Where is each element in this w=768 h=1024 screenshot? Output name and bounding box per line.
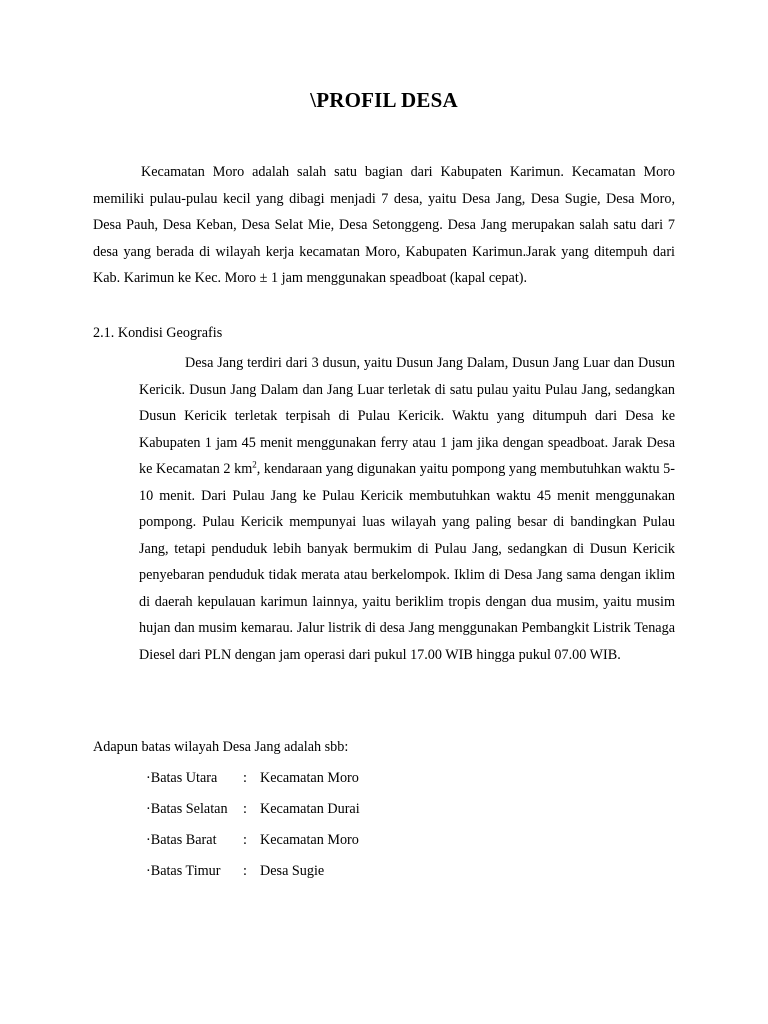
geography-text-part1: Desa Jang terdiri dari 3 dusun, yaitu Dusun Jang Dalam, Dusun Jang Luar dan Dusun Kericik. Dusun Jang Dalam dan Jang Luar terletak di satu pulau yaitu Pulau Jang, sedangkan Dusun Kericik terletak terpisah di Pulau Kericik. Waktu yang ditumpuh dari Desa ke Kabupaten 1 jam 45 menit menggunakan ferry atau 1 jam jika dengan speadboat. Jarak Desa ke Kecamatan 2 km [139, 355, 675, 477]
border-colon: : [243, 832, 247, 848]
superscript: 2 [252, 459, 257, 470]
border-label: ·Batas Barat [146, 832, 217, 848]
border-value: Kecamatan Durai [260, 801, 360, 817]
border-value: Desa Sugie [260, 863, 325, 879]
border-label: ·Batas Timur [146, 863, 221, 879]
section-heading: 2.1. Kondisi Geografis [93, 325, 223, 341]
border-value: Kecamatan Moro [260, 832, 359, 848]
border-colon: : [243, 801, 247, 817]
border-colon: : [243, 770, 247, 786]
intro-paragraph: Kecamatan Moro adalah salah satu bagian dari Kabupaten Karimun. Kecamatan Moro memiliki pulau-pulau kecil yang dibagi menjadi 7 desa, yaitu Desa Jang, Desa Sugie, Desa Moro, Desa Pauh, Desa Keban, Desa Selat Mie, Desa Setonggeng. Desa Jang merupakan salah satu dari 7 desa yang berada di wilayah kerja kecamatan Moro, Kabupaten Karimun.Jarak yang ditempuh dari Kab. Karimun ke Kec. Moro ± 1 jam menggunakan speadboat (kapal cepat). [93, 164, 675, 286]
border-label: ·Batas Selatan [146, 801, 228, 817]
geography-paragraph [139, 350, 675, 668]
border-colon: : [243, 863, 247, 879]
geography-text-part2: , kendaraan yang digunakan yaitu pompong yang membutuhkan waktu 5-10 menit. Dari Pulau Jang ke Pulau Kericik membutuhkan waktu 45 menit menggunakan pompong. Pulau Kericik mempunyai luas wilayah yang paling besar di bandingkan Pulau Jang, tetapi penduduk lebih banyak bermukim di Pulau Jang, sedangkan di Dusun Kericik penyebaran penduduk tidak merata atau berkelompok. Iklim di Desa Jang sama dengan iklim di daerah kepulauan karimun lainnya, yaitu beriklim tropis dengan dua musim, yaitu musim hujan dan musim kemarau. Jalur listrik di desa Jang menggunakan Pembangkit Listrik Tenaga Diesel dari PLN dengan jam operasi dari pukul 17.00 WIB hingga pukul 07.00 WIB. [139, 461, 676, 663]
borders-intro: Adapun batas wilayah Desa Jang adalah sbb: [93, 739, 349, 755]
border-value: Kecamatan Moro [260, 770, 359, 786]
border-label: ·Batas Utara [146, 770, 218, 786]
page-title: \PROFIL DESA [310, 88, 458, 112]
